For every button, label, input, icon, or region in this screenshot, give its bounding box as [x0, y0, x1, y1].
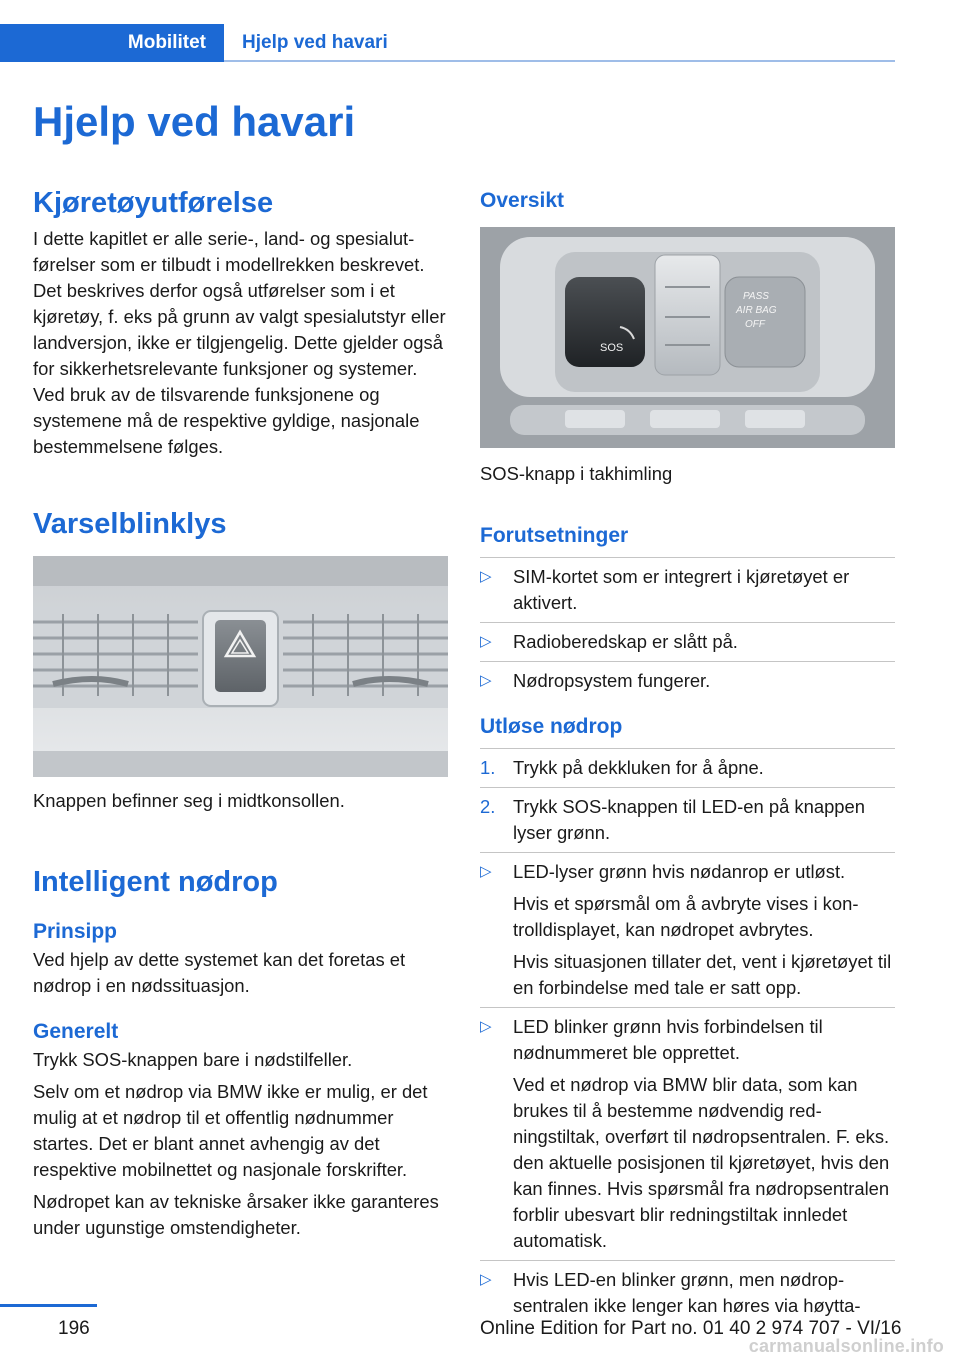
step-text: Trykk SOS-knappen til LED-en på knappen lyser grønn.	[513, 796, 865, 843]
triangle-bullet-icon: ▷	[480, 1018, 492, 1035]
step-number: 2.	[480, 796, 496, 817]
triangle-bullet-icon: ▷	[480, 633, 492, 650]
list-item	[480, 1014, 895, 1254]
divider	[480, 557, 895, 558]
page-number: 196	[58, 1318, 90, 1339]
triangle-bullet-icon: ▷	[480, 863, 492, 880]
triangle-bullet-icon: ▷	[480, 568, 492, 585]
sos-button-illustration	[480, 227, 895, 448]
step-item	[480, 755, 895, 781]
chapter-label: Hjelp ved havari	[242, 32, 388, 53]
page-title: Hjelp ved havari	[33, 98, 356, 145]
bullet-text: Hvis LED-en blinker grønn, men nødropsentralen ikke lenger kan høres via høytta-	[513, 1269, 861, 1316]
step-number: 1.	[480, 757, 496, 778]
section-heading-vehicle-version: Kjøretøyutførelse	[33, 187, 274, 219]
hazard-figure-caption: Knappen befinner seg i midtkonsollen.	[33, 790, 345, 811]
chapter-tab	[224, 24, 895, 62]
section-heading-intelligent-emergency-call: Intelligent nødrop	[33, 866, 278, 898]
pass-label: PASS	[743, 291, 769, 302]
page-header	[0, 24, 895, 62]
principle-text: Ved hjelp av dette systemet kan det foretas et nødrop i en nødssituasjon.	[33, 949, 406, 996]
bullet-detail: Hvis situasjonen tillater det, vent i kjøretøyet til en forbindelse med tale er satt opp.	[513, 951, 892, 998]
step-text: Trykk på dekkluken for å åpne.	[513, 757, 764, 778]
divider	[480, 748, 895, 749]
divider	[480, 661, 895, 662]
hazard-button-illustration	[33, 556, 448, 777]
bullet-detail: Hvis et spørsmål om å avbryte vises i kontrolldisplayet, kan nødropet avbrytes.	[513, 893, 859, 940]
divider	[480, 1007, 895, 1008]
right-column	[480, 184, 895, 1319]
subheading-general: Generelt	[33, 1020, 119, 1043]
off-label: OFF	[745, 319, 765, 330]
airbag-label: AIR BAG	[736, 305, 777, 316]
vehicle-version-text: I dette kapitlet er alle serie-, land- og spesialutførelser som er tilbudt i modellrekken beskrevet. Det beskrives derfor også utførelser som i et kjøretøy, f. eks på grunn av valgt spesialutstyr eller landversjon, ikke er tilgjengelig. Dette gjelder også for sikkerhetsrelevante funksjoner og systemer. Ved bruk av de tilsvarende funksjonene og systemene må de respektive gyldige, nasjonale bestemmelsene følges.	[33, 228, 446, 457]
footer-rule	[0, 1304, 97, 1307]
divider	[480, 622, 895, 623]
list-item	[480, 668, 895, 694]
subheading-overview: Oversikt	[480, 189, 565, 212]
bullet-detail: Ved et nødrop via BMW blir data, som kan brukes til å bestemme nødvendig redningstiltak, overført til nødropsentralen. F. eks. den aktuelle posisjonen til kjøretøyet, hvis den kan finnes. Hvis spørsmål fra nødropsentralen forblir ubesvart blir redningstiltak innledet automatisk.	[513, 1074, 890, 1251]
subheading-principle: Prinsipp	[33, 920, 118, 943]
list-item	[480, 859, 895, 1001]
triangle-bullet-icon: ▷	[480, 672, 492, 689]
list-item	[480, 629, 895, 655]
list-item	[480, 564, 895, 616]
watermark: carmanualsonline.info	[748, 1336, 944, 1356]
sos-figure-caption: SOS-knapp i takhimling	[480, 463, 673, 484]
list-item	[480, 1267, 895, 1319]
divider	[480, 787, 895, 788]
section-label: Mobilitet	[127, 32, 206, 53]
general-text-2: Selv om et nødrop via BMW ikke er mulig, er det mulig at et nødrop til et offentlig nødnummer startes. Det er blant annet avhengig av det respektive mobilnettet og nasjonale forskrifter.	[33, 1081, 428, 1180]
subheading-requirements: Forutsetninger	[480, 524, 629, 547]
requirement-text: SIM-kortet som er integrert i kjøretøyet er aktivert.	[513, 566, 850, 613]
subheading-trigger-emergency-call: Utløse nødrop	[480, 715, 623, 738]
edition-text: Online Edition for Part no. 01 40 2 974 707 - VI/16	[480, 1318, 902, 1339]
section-heading-hazard-lights: Varselblinklys	[33, 508, 227, 540]
requirement-text: Nødropsystem fungerer.	[513, 670, 711, 691]
bullet-text: LED blinker grønn hvis forbindelsen til nødnummeret ble opprettet.	[513, 1016, 823, 1063]
divider	[480, 1260, 895, 1261]
left-column	[33, 184, 448, 1241]
general-text-1: Trykk SOS-knappen bare i nødstilfeller.	[33, 1049, 353, 1070]
sos-button-figure	[480, 227, 895, 448]
divider	[480, 852, 895, 853]
hazard-button-figure	[33, 556, 448, 777]
requirement-text: Radioberedskap er slått på.	[513, 631, 738, 652]
bullet-text: LED-lyser grønn hvis nødanrop er utløst.	[513, 861, 846, 882]
sos-label: SOS	[600, 342, 624, 354]
step-item	[480, 794, 895, 846]
triangle-bullet-icon: ▷	[480, 1271, 492, 1288]
general-text-3: Nødropet kan av tekniske årsaker ikke garanteres under ugunstige omstendigheter.	[33, 1191, 439, 1238]
section-tab	[0, 24, 224, 62]
